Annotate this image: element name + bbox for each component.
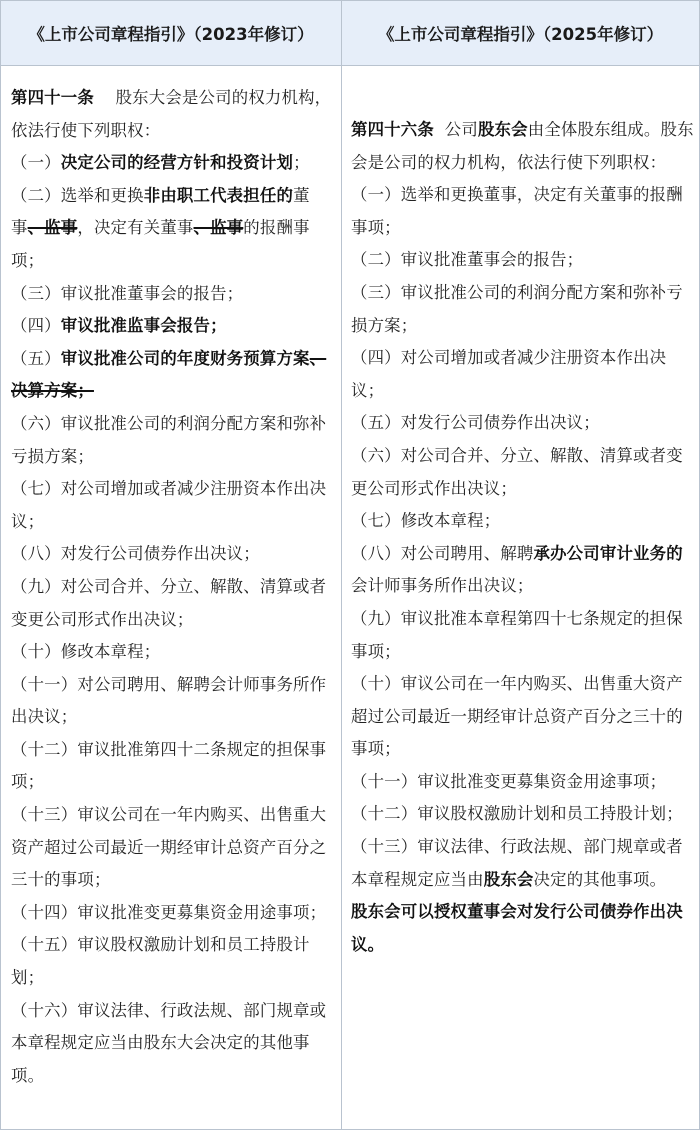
column-divider bbox=[341, 1, 342, 1129]
clause-6: （六）审议批准公司的利润分配方案和弥补亏损方案； bbox=[11, 413, 327, 466]
clause-7: （七）修改本章程； bbox=[351, 511, 501, 531]
clause-11: （十一）审议批准变更募集资金用途事项； bbox=[351, 771, 667, 791]
clause-bold: 决定公司的经营方针和投资计划 bbox=[60, 153, 294, 173]
clause-text: 董事 bbox=[11, 185, 310, 238]
clause-15: （十五）审议股权激励计划和员工持股计划； bbox=[11, 935, 310, 988]
deleted-text: 、决算方案； bbox=[11, 348, 327, 401]
clause-text: ，决定有关董事 bbox=[77, 218, 194, 238]
clause-9: （九）对公司合并、分立、解散、清算或者变更公司形式作出决议； bbox=[11, 576, 327, 629]
clause-16: （十六）审议法律、行政法规、部门规章或本章程规定应当由股东大会决定的其他事项。 bbox=[11, 1000, 327, 1085]
clause-13 bbox=[351, 831, 694, 896]
column-2023 bbox=[11, 82, 339, 1092]
deleted-text: 、监事 bbox=[193, 218, 244, 238]
clause-prefix: （一） bbox=[11, 153, 61, 173]
clause-11: （十一）对公司聘用、解聘会计师事务所作出决议； bbox=[11, 674, 327, 727]
article-46-heading bbox=[351, 114, 694, 179]
article-number: 第四十一条 bbox=[11, 88, 94, 107]
clause-8 bbox=[351, 538, 694, 603]
clause-9: （九）审议批准本章程第四十七条规定的担保事项； bbox=[351, 608, 683, 661]
clause-8: （八）对发行公司债券作出决议； bbox=[11, 544, 260, 564]
clause-prefix: （八）对公司聘用、解聘 bbox=[351, 543, 534, 563]
intro-text: 公司 bbox=[444, 120, 478, 139]
clause-2 bbox=[11, 180, 339, 278]
clause-1 bbox=[11, 147, 339, 180]
article-intro: 股东大会是公司的权力机构，依法行使下列职权： bbox=[11, 88, 332, 140]
clause-3: （三）审议批准董事会的报告； bbox=[11, 283, 244, 303]
intro-bold: 股东会 bbox=[477, 120, 528, 139]
clause-bold: 股东会 bbox=[483, 869, 534, 889]
clause-12: （十二）审议股权激励计划和员工持股计划； bbox=[351, 804, 683, 824]
header-divider bbox=[1, 65, 699, 66]
clause-10: （十）审议公司在一年内购买、出售重大资产超过公司最近一期经审计总资产百分之三十的事项； bbox=[351, 674, 683, 759]
clause-4 bbox=[11, 310, 339, 343]
clause-suffix: 决定的其他事项。 bbox=[533, 869, 667, 889]
clause-prefix: （五） bbox=[11, 348, 61, 368]
clause-prefix: （二）选举和更换 bbox=[11, 185, 144, 205]
clause-bold: 审议批准监事会报告； bbox=[60, 316, 227, 336]
intro-text: 由全体股东组成。股东会是公司的权力机构，依法行使下列职权： bbox=[351, 120, 694, 172]
clause-3: （三）审议批准公司的利润分配方案和弥补亏损方案； bbox=[351, 282, 683, 335]
closing-bold: 股东会可以授权董事会对发行公司债券作出决议。 bbox=[351, 902, 683, 954]
clause-7: （七）对公司增加或者减少注册资本作出决议； bbox=[11, 479, 327, 531]
clause-5 bbox=[11, 343, 339, 408]
clause-10: （十）修改本章程； bbox=[11, 642, 161, 662]
column-2025 bbox=[351, 114, 694, 961]
clause-suffix: ； bbox=[293, 153, 310, 173]
clause-4: （四）对公司增加或者减少注册资本作出决议； bbox=[351, 348, 667, 400]
header-2023: 《上市公司章程指引》（2023年修订） bbox=[1, 1, 341, 65]
clause-suffix: 的报酬事项； bbox=[11, 218, 310, 270]
clause-14: （十四）审议批准变更募集资金用途事项； bbox=[11, 902, 327, 922]
clause-bold: 承办公司审计业务的 bbox=[533, 543, 683, 563]
closing-clause bbox=[351, 896, 694, 961]
clause-12: （十二）审议批准第四十二条规定的担保事项； bbox=[11, 739, 327, 792]
clause-bold: 审议批准公司的年度财务预算方案 bbox=[60, 348, 310, 368]
clause-prefix: （四） bbox=[11, 316, 61, 336]
clause-1: （一）选举和更换董事，决定有关董事的报酬事项； bbox=[351, 185, 683, 237]
clause-bold: 非由职工代表担任的 bbox=[143, 185, 294, 205]
clause-5: （五）对发行公司债券作出决议； bbox=[351, 413, 600, 433]
clause-6: （六）对公司合并、分立、解散、清算或者变更公司形式作出决议； bbox=[351, 445, 683, 498]
article-number: 第四十六条 bbox=[351, 120, 434, 139]
article-41-heading bbox=[11, 82, 339, 147]
clause-prefix: （十三）审议法律、行政法规、部门规章或者本章程规定应当由 bbox=[351, 837, 683, 889]
header-2025: 《上市公司章程指引》（2025年修订） bbox=[342, 1, 699, 65]
deleted-text: 、监事 bbox=[27, 218, 78, 238]
clause-13: （十三）审议公司在一年内购买、出售重大资产超过公司最近一期经审计总资产百分之三十的事项； bbox=[11, 805, 327, 890]
clause-suffix: 会计师事务所作出决议； bbox=[351, 576, 534, 596]
clause-2: （二）审议批准董事会的报告； bbox=[351, 250, 584, 270]
